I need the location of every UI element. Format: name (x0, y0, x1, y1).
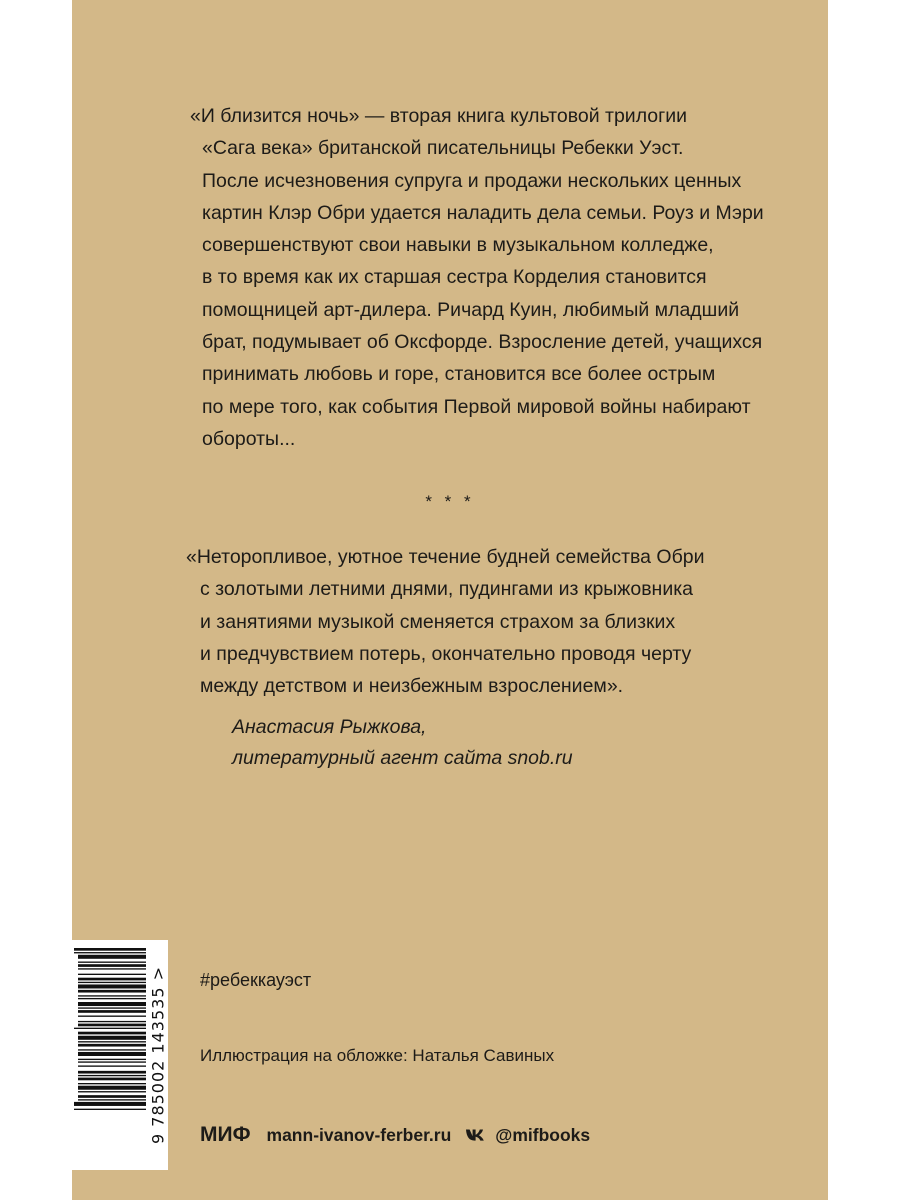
annotation-line: совершенствуют свои навыки в музыкальном колледже, (202, 234, 714, 257)
illustration-credit: Иллюстрация на обложке: Наталья Савиных (200, 1046, 555, 1065)
section-separator: * * * (425, 492, 475, 511)
barcode-bar (78, 1036, 146, 1040)
isbn-barcode (72, 940, 168, 1170)
barcode-bar (78, 1024, 146, 1027)
quote-line: и занятиями музыкой сменяется страхом за близких (200, 610, 676, 633)
barcode-number: 9 785002 143535 > (148, 966, 168, 1144)
annotation-line: «Сага века» британской писательницы Ребекки Уэст. (202, 137, 684, 160)
barcode-bar (78, 1095, 146, 1098)
barcode-bar (78, 1007, 146, 1008)
barcode-bar (74, 1109, 146, 1110)
annotation-line: брат, подумывает об Оксфорде. Взросление детей, учащихся (202, 331, 763, 354)
book-annotation (190, 100, 764, 455)
barcode-bar (78, 984, 146, 988)
barcode-bar (78, 1083, 146, 1084)
barcode-bar (78, 1044, 146, 1047)
barcode-bar (78, 982, 146, 983)
quote-line: между детством и неизбежным взрослением». (200, 675, 624, 698)
barcode-bar (78, 1086, 146, 1090)
barcode-bars (72, 940, 150, 1170)
barcode-bar (78, 1071, 146, 1074)
quote-line: с золотыми летними днями, пудингами из крыжовника (200, 578, 694, 601)
hashtag: #ребеккауэст (200, 970, 312, 990)
barcode-bar (78, 1041, 146, 1042)
annotation-line: помощницей арт-дилера. Ричард Куин, любимый младший (202, 298, 740, 321)
barcode-bar (78, 1052, 146, 1056)
barcode-bar (78, 974, 146, 975)
barcode-bar (74, 1028, 146, 1029)
review-quote (186, 541, 766, 702)
barcode-bar (74, 952, 146, 953)
publisher-footer (200, 1121, 590, 1149)
barcode-bar (78, 1010, 146, 1013)
barcode-bar (78, 990, 146, 993)
barcode-bar (78, 1091, 146, 1092)
vk-icon (465, 1128, 487, 1142)
annotation-line: картин Клэр Обри удается наладить дела семьи. Роуз и Мэри (202, 201, 764, 224)
barcode-bar (78, 998, 146, 999)
annotation-line: обороты... (202, 427, 296, 450)
barcode-bar (78, 955, 146, 959)
quote-author-role: литературный агент сайта snob.ru (232, 747, 573, 769)
publisher-logo: МИФ (200, 1123, 251, 1146)
quote-author: Анастасия Рыжкова, (232, 716, 427, 738)
barcode-bar (78, 1061, 146, 1062)
barcode-bar (78, 995, 146, 996)
quote-line: и предчувствием потерь, окончательно проводя черту (200, 642, 692, 665)
quote-line: «Неторопливое, уютное течение будней семейства Обри (186, 546, 705, 568)
barcode-bar (78, 1065, 146, 1066)
barcode-bar (78, 1021, 146, 1022)
barcode-bar (78, 1059, 146, 1060)
barcode-digits (148, 942, 168, 1168)
annotation-line: После исчезновения супруга и продажи нескольких ценных (202, 169, 742, 192)
annotation-line: принимать любовь и горе, становится все более острым (202, 363, 716, 386)
barcode-bar (78, 962, 146, 963)
book-back-cover (72, 0, 828, 1200)
barcode-bar (78, 1078, 146, 1081)
quote-attribution (232, 712, 573, 774)
annotation-line: по мере того, как события Первой мировой войны набирают (202, 395, 751, 418)
barcode-bar (78, 1016, 146, 1017)
barcode-bar (74, 948, 146, 951)
barcode-bar (78, 1099, 146, 1100)
barcode-bar (78, 964, 146, 967)
publisher-website: mann-ivanov-ferber.ru (266, 1124, 452, 1145)
barcode-bar (74, 1102, 146, 1106)
annotation-line: «И близится ночь» — вторая книга культовой трилогии (190, 105, 688, 127)
social-handle: @mifbooks (495, 1124, 591, 1145)
annotation-line: в то время как их старшая сестра Корделия становится (202, 266, 707, 289)
barcode-bar (78, 1075, 146, 1076)
barcode-bar (78, 968, 146, 969)
barcode-bar (78, 1002, 146, 1006)
barcode-bar (78, 1049, 146, 1050)
barcode-bar (78, 1032, 146, 1035)
barcode-bar (78, 978, 146, 981)
